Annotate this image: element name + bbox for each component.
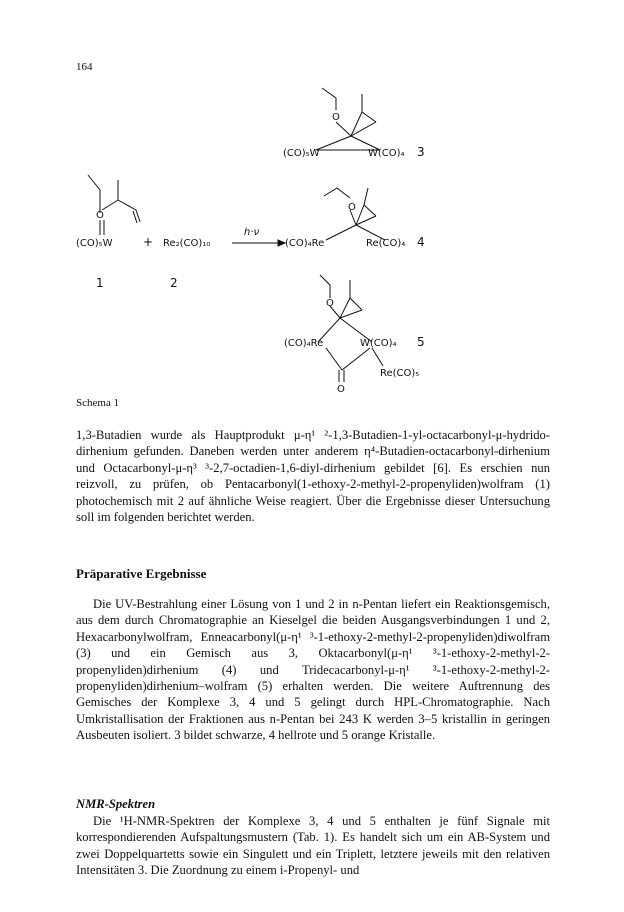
reactant-1-structure [88,175,140,235]
subsection-heading-nmr: NMR-Spektren [76,797,156,811]
reactant-2-label: Re₂(CO)₁₀ [163,238,211,249]
product-5-left-label: (CO)₄Re [284,338,324,349]
product-5-carbonyl-oxygen: O [337,384,345,395]
product-4-left-label: (CO)₄Re [285,238,325,249]
product-4-structure [324,188,385,240]
reactant-1-number: 1 [96,276,104,290]
scheme-caption: Schema 1 [76,397,120,409]
product-3-left-label: (CO)₅W [283,148,320,159]
reactant-1-oxygen: O [96,210,104,221]
reaction-arrow [232,240,285,246]
product-5-structure [318,275,383,382]
product-3-right-label: W(CO)₄ [368,148,405,159]
product-4-right-label: Re(CO)₄ [366,238,406,249]
product-5-bottom-label: Re(CO)₅ [380,368,420,379]
reactant-2-number: 2 [170,276,178,290]
page-number: 164 [76,61,93,73]
paragraph-uv-irradiation: Die UV-Bestrahlung einer Lösung von 1 und 2 in n-Pentan liefert ein Reaktionsgemisch, aus dem durch Chromatographie an Kieselgel die beiden Ausgangsverbindungen 1 und 2, Hexacarbonylwolfram, Enneacarbonyl(μ-η¹ ³-1-ethoxy-2-methyl-2-propenyliden)diwolfram (3) und ein Gemisch aus 3, Oktacarbonyl(μ-η¹ ³-1-ethoxy-2-methyl-2-propenyliden)dirhenium (4) und Tridecacarbonyl-μ-η¹ ³-1-ethoxy-2-methyl-2-propenyliden)dirhenium–wolfram (5) erhalten werden. Die weitere Auftrennung des Gemisches der Komplexe 3, 4 und 5 gelingt durch HPL-Chromatographie. Nach Umkristallisation der Fraktionen aus n-Pentan bei 243 K werden 3–5 kristallin in geringen Ausbeuten isoliert. 3 bildet schwarze, 4 hellrote und 5 orange Kristalle. [76,597,550,743]
product-4-number: 4 [417,235,425,249]
product-5-number: 5 [417,335,425,349]
reactant-1-label: (CO)₅W [76,238,113,249]
plus-sign: + [143,235,154,249]
product-5-oxygen: O [326,298,334,309]
arrow-label: h·ν [244,227,260,238]
product-3-structure [316,88,380,150]
product-5-right-label: W(CO)₄ [360,338,397,349]
product-3-oxygen: O [332,112,340,123]
product-4-oxygen: O [348,202,356,213]
product-3-number: 3 [417,145,425,159]
paragraph-nmr: Die ¹H-NMR-Spektren der Komplexe 3, 4 und 5 enthalten je fünf Signale mit korrespondierenden Aufspaltungsmustern (Tab. 1). Es handelt sich um ein AB-System und zwei Doppelquartetts sowie ein Singulett und ein Triplett, letztere jeweils mit den relativen Intensitäten 3. Die Zuordnung zu einem i-Propenyl- und [76,814,550,878]
paragraph-butadiene: 1,3-Butadien wurde als Hauptprodukt μ-η¹ ²-1,3-Butadien-1-yl-octacarbonyl-μ-hydrido-dirhenium gefunden. Daneben werden unter anderem η⁴-Butadien-octacarbonyl-dirhenium und Octacarbonyl-μ-η³ ³-2,7-octadien-1,6-diyl-dirhenium gebildet [6]. Es erschien nun reizvoll, zu prüfen, ob Pentacarbonyl(1-ethoxy-2-methyl-2-propenyliden)wolfram (1) photochemisch mit 2 auf ähnliche Weise reagiert. Über die Ergebnisse dieser Untersuchung soll im folgenden berichtet werden. [76,428,550,525]
reaction-scheme [0,70,624,400]
section-heading-preparative: Präparative Ergebnisse [76,566,207,581]
